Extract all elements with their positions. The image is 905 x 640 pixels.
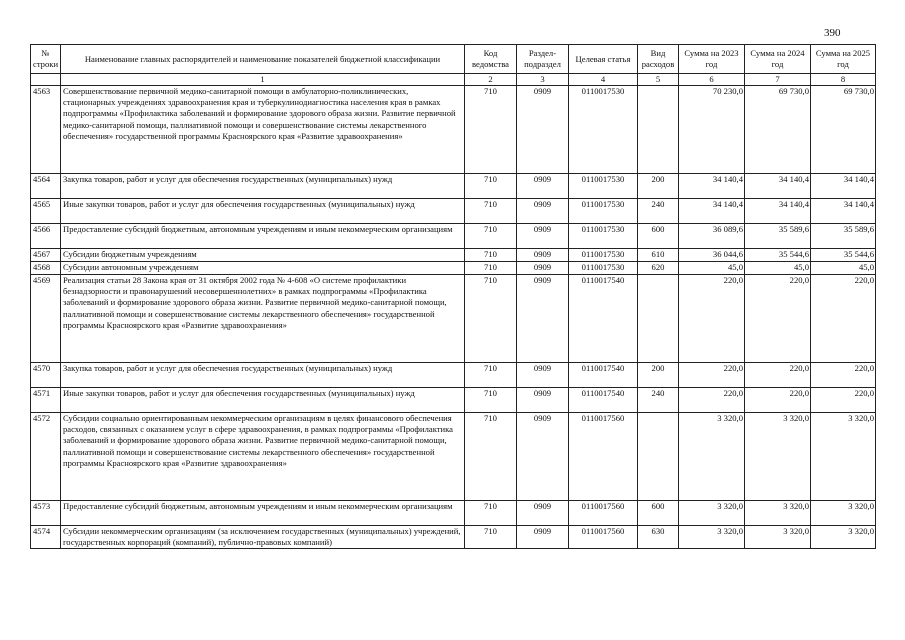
row-2024: 220,0 xyxy=(745,363,811,388)
row-number: 4574 xyxy=(31,526,61,549)
row-2025: 3 320,0 xyxy=(811,526,876,549)
row-target: 0110017560 xyxy=(569,501,638,526)
header-2025: Сумма на 2025 год xyxy=(811,45,876,74)
table-row xyxy=(31,174,876,199)
row-dept: 710 xyxy=(465,199,517,224)
row-2025: 220,0 xyxy=(811,363,876,388)
header-target: Целевая статья xyxy=(569,45,638,74)
header-2024: Сумма на 2024 год xyxy=(745,45,811,74)
row-section: 0909 xyxy=(517,86,569,174)
row-section: 0909 xyxy=(517,275,569,363)
header-section: Раздел-подраздел xyxy=(517,45,569,74)
row-2023: 220,0 xyxy=(679,275,745,363)
row-kind: 200 xyxy=(638,174,679,199)
row-number: 4572 xyxy=(31,413,61,501)
row-2024: 220,0 xyxy=(745,388,811,413)
table-row xyxy=(31,363,876,388)
row-dept: 710 xyxy=(465,275,517,363)
row-dept: 710 xyxy=(465,526,517,549)
row-section: 0909 xyxy=(517,249,569,262)
row-target: 0110017530 xyxy=(569,86,638,174)
row-kind: 240 xyxy=(638,199,679,224)
row-number: 4563 xyxy=(31,86,61,174)
row-2025: 3 320,0 xyxy=(811,501,876,526)
row-name: Иные закупки товаров, работ и услуг для обеспечения государственных (муниципальных) нужд xyxy=(61,199,465,224)
row-2023: 220,0 xyxy=(679,363,745,388)
row-name: Реализация статьи 28 Закона края от 31 октября 2002 года № 4-608 «О системе профилактики безнадзорности и правонарушений несовершеннолетних» в рамках подпрограммы «Профилактика заболеваний и формирование здорового образа жизни. Развитие первичной медико-санитарной помощи, паллиативной помощи и совершенствование системы лекарственного обеспечения» государственной программы Красноярского края «Развитие здравоохранения» xyxy=(61,275,465,363)
table-row xyxy=(31,388,876,413)
row-dept: 710 xyxy=(465,363,517,388)
col-number: 4 xyxy=(569,74,638,86)
row-name: Закупка товаров, работ и услуг для обеспечения государственных (муниципальных) нужд xyxy=(61,174,465,199)
row-2025: 3 320,0 xyxy=(811,413,876,501)
row-kind xyxy=(638,86,679,174)
row-2025: 35 589,6 xyxy=(811,224,876,249)
row-2024: 35 589,6 xyxy=(745,224,811,249)
row-2023: 34 140,4 xyxy=(679,174,745,199)
row-number: 4571 xyxy=(31,388,61,413)
row-target: 0110017560 xyxy=(569,413,638,501)
row-target: 0110017530 xyxy=(569,224,638,249)
row-dept: 710 xyxy=(465,224,517,249)
row-2024: 34 140,4 xyxy=(745,199,811,224)
row-kind: 630 xyxy=(638,526,679,549)
row-target: 0110017530 xyxy=(569,262,638,275)
row-kind: 240 xyxy=(638,388,679,413)
row-number: 4565 xyxy=(31,199,61,224)
col-number: 1 xyxy=(61,74,465,86)
row-section: 0909 xyxy=(517,262,569,275)
row-name: Совершенствование первичной медико-санитарной помощи в амбулаторно-поликлинических, стационарных учреждениях здравоохранения края и туберкулинодиагностика населения края в рамках подпрограммы «Профилактика заболеваний и формирование здорового образа жизни. Развитие первичной медико-санитарной помощи, паллиативной помощи и совершенствование системы лекарственного обеспечения» государственной программы Красноярского края «Развитие здравоохранения» xyxy=(61,86,465,174)
row-2024: 35 544,6 xyxy=(745,249,811,262)
row-kind: 620 xyxy=(638,262,679,275)
table-row xyxy=(31,86,876,174)
table-row xyxy=(31,249,876,262)
row-section: 0909 xyxy=(517,388,569,413)
row-number: 4564 xyxy=(31,174,61,199)
header-dept: Код ведомства xyxy=(465,45,517,74)
row-dept: 710 xyxy=(465,501,517,526)
row-number: 4567 xyxy=(31,249,61,262)
col-number-empty xyxy=(31,74,61,86)
row-name: Субсидии бюджетным учреждениям xyxy=(61,249,465,262)
row-name: Закупка товаров, работ и услуг для обеспечения государственных (муниципальных) нужд xyxy=(61,363,465,388)
row-2025: 34 140,4 xyxy=(811,199,876,224)
row-2023: 3 320,0 xyxy=(679,413,745,501)
row-name: Иные закупки товаров, работ и услуг для обеспечения государственных (муниципальных) нужд xyxy=(61,388,465,413)
row-target: 0110017540 xyxy=(569,275,638,363)
row-kind: 600 xyxy=(638,224,679,249)
page-number: 390 xyxy=(824,27,841,39)
col-number: 5 xyxy=(638,74,679,86)
row-target: 0110017530 xyxy=(569,249,638,262)
table-row xyxy=(31,224,876,249)
row-dept: 710 xyxy=(465,86,517,174)
row-section: 0909 xyxy=(517,199,569,224)
col-number: 8 xyxy=(811,74,876,86)
row-target: 0110017560 xyxy=(569,526,638,549)
row-2024: 220,0 xyxy=(745,275,811,363)
row-2023: 70 230,0 xyxy=(679,86,745,174)
table-row xyxy=(31,413,876,501)
row-2023: 220,0 xyxy=(679,388,745,413)
col-number: 6 xyxy=(679,74,745,86)
row-name: Предоставление субсидий бюджетным, автономным учреждениям и иным некоммерческим организациям xyxy=(61,224,465,249)
row-name: Субсидии автономным учреждениям xyxy=(61,262,465,275)
header-kind: Вид расходов xyxy=(638,45,679,74)
row-target: 0110017530 xyxy=(569,174,638,199)
row-2024: 34 140,4 xyxy=(745,174,811,199)
row-2023: 3 320,0 xyxy=(679,501,745,526)
row-2025: 35 544,6 xyxy=(811,249,876,262)
row-2024: 45,0 xyxy=(745,262,811,275)
row-2025: 220,0 xyxy=(811,275,876,363)
col-number: 3 xyxy=(517,74,569,86)
row-dept: 710 xyxy=(465,413,517,501)
row-name: Субсидии социально ориентированным некоммерческим организациям в целях финансового обеспечения расходов, связанных с оказанием услуг в сфере здравоохранения, в рамках подпрограммы «Профилактика заболеваний и формирование здорового образа жизни. Развитие первичной медико-санитарной помощи, паллиативной помощи и совершенствование системы лекарственного обеспечения» государственной программы Красноярского края «Развитие здравоохранения» xyxy=(61,413,465,501)
row-section: 0909 xyxy=(517,174,569,199)
row-dept: 710 xyxy=(465,262,517,275)
column-number-row xyxy=(31,74,876,86)
col-number: 7 xyxy=(745,74,811,86)
row-target: 0110017540 xyxy=(569,363,638,388)
header-2023: Сумма на 2023 год xyxy=(679,45,745,74)
table-row xyxy=(31,262,876,275)
header-num: № строки xyxy=(31,45,61,74)
row-number: 4570 xyxy=(31,363,61,388)
header-row xyxy=(31,45,876,74)
row-2025: 220,0 xyxy=(811,388,876,413)
row-2024: 3 320,0 xyxy=(745,526,811,549)
budget-table xyxy=(30,44,876,549)
row-kind: 200 xyxy=(638,363,679,388)
row-name: Предоставление субсидий бюджетным, автономным учреждениям и иным некоммерческим организациям xyxy=(61,501,465,526)
row-2025: 34 140,4 xyxy=(811,174,876,199)
row-kind xyxy=(638,413,679,501)
header-name: Наименование главных распорядителей и наименование показателей бюджетной классификации xyxy=(61,45,465,74)
row-2023: 45,0 xyxy=(679,262,745,275)
row-2024: 69 730,0 xyxy=(745,86,811,174)
row-2023: 34 140,4 xyxy=(679,199,745,224)
row-number: 4573 xyxy=(31,501,61,526)
row-section: 0909 xyxy=(517,413,569,501)
table-row xyxy=(31,501,876,526)
row-2024: 3 320,0 xyxy=(745,501,811,526)
row-target: 0110017540 xyxy=(569,388,638,413)
row-number: 4566 xyxy=(31,224,61,249)
row-2024: 3 320,0 xyxy=(745,413,811,501)
row-section: 0909 xyxy=(517,526,569,549)
table-row xyxy=(31,275,876,363)
table-row xyxy=(31,199,876,224)
table-row xyxy=(31,526,876,549)
row-2025: 69 730,0 xyxy=(811,86,876,174)
row-number: 4569 xyxy=(31,275,61,363)
row-2025: 45,0 xyxy=(811,262,876,275)
row-name: Субсидии некоммерческим организациям (за исключением государственных (муниципальных) учреждений, государственных корпораций (компаний), публично-правовых компаний) xyxy=(61,526,465,549)
row-number: 4568 xyxy=(31,262,61,275)
row-kind: 610 xyxy=(638,249,679,262)
row-target: 0110017530 xyxy=(569,199,638,224)
row-dept: 710 xyxy=(465,249,517,262)
row-2023: 36 044,6 xyxy=(679,249,745,262)
row-kind: 600 xyxy=(638,501,679,526)
row-kind xyxy=(638,275,679,363)
row-section: 0909 xyxy=(517,224,569,249)
row-2023: 36 089,6 xyxy=(679,224,745,249)
row-section: 0909 xyxy=(517,501,569,526)
row-dept: 710 xyxy=(465,388,517,413)
row-dept: 710 xyxy=(465,174,517,199)
col-number: 2 xyxy=(465,74,517,86)
row-2023: 3 320,0 xyxy=(679,526,745,549)
row-section: 0909 xyxy=(517,363,569,388)
